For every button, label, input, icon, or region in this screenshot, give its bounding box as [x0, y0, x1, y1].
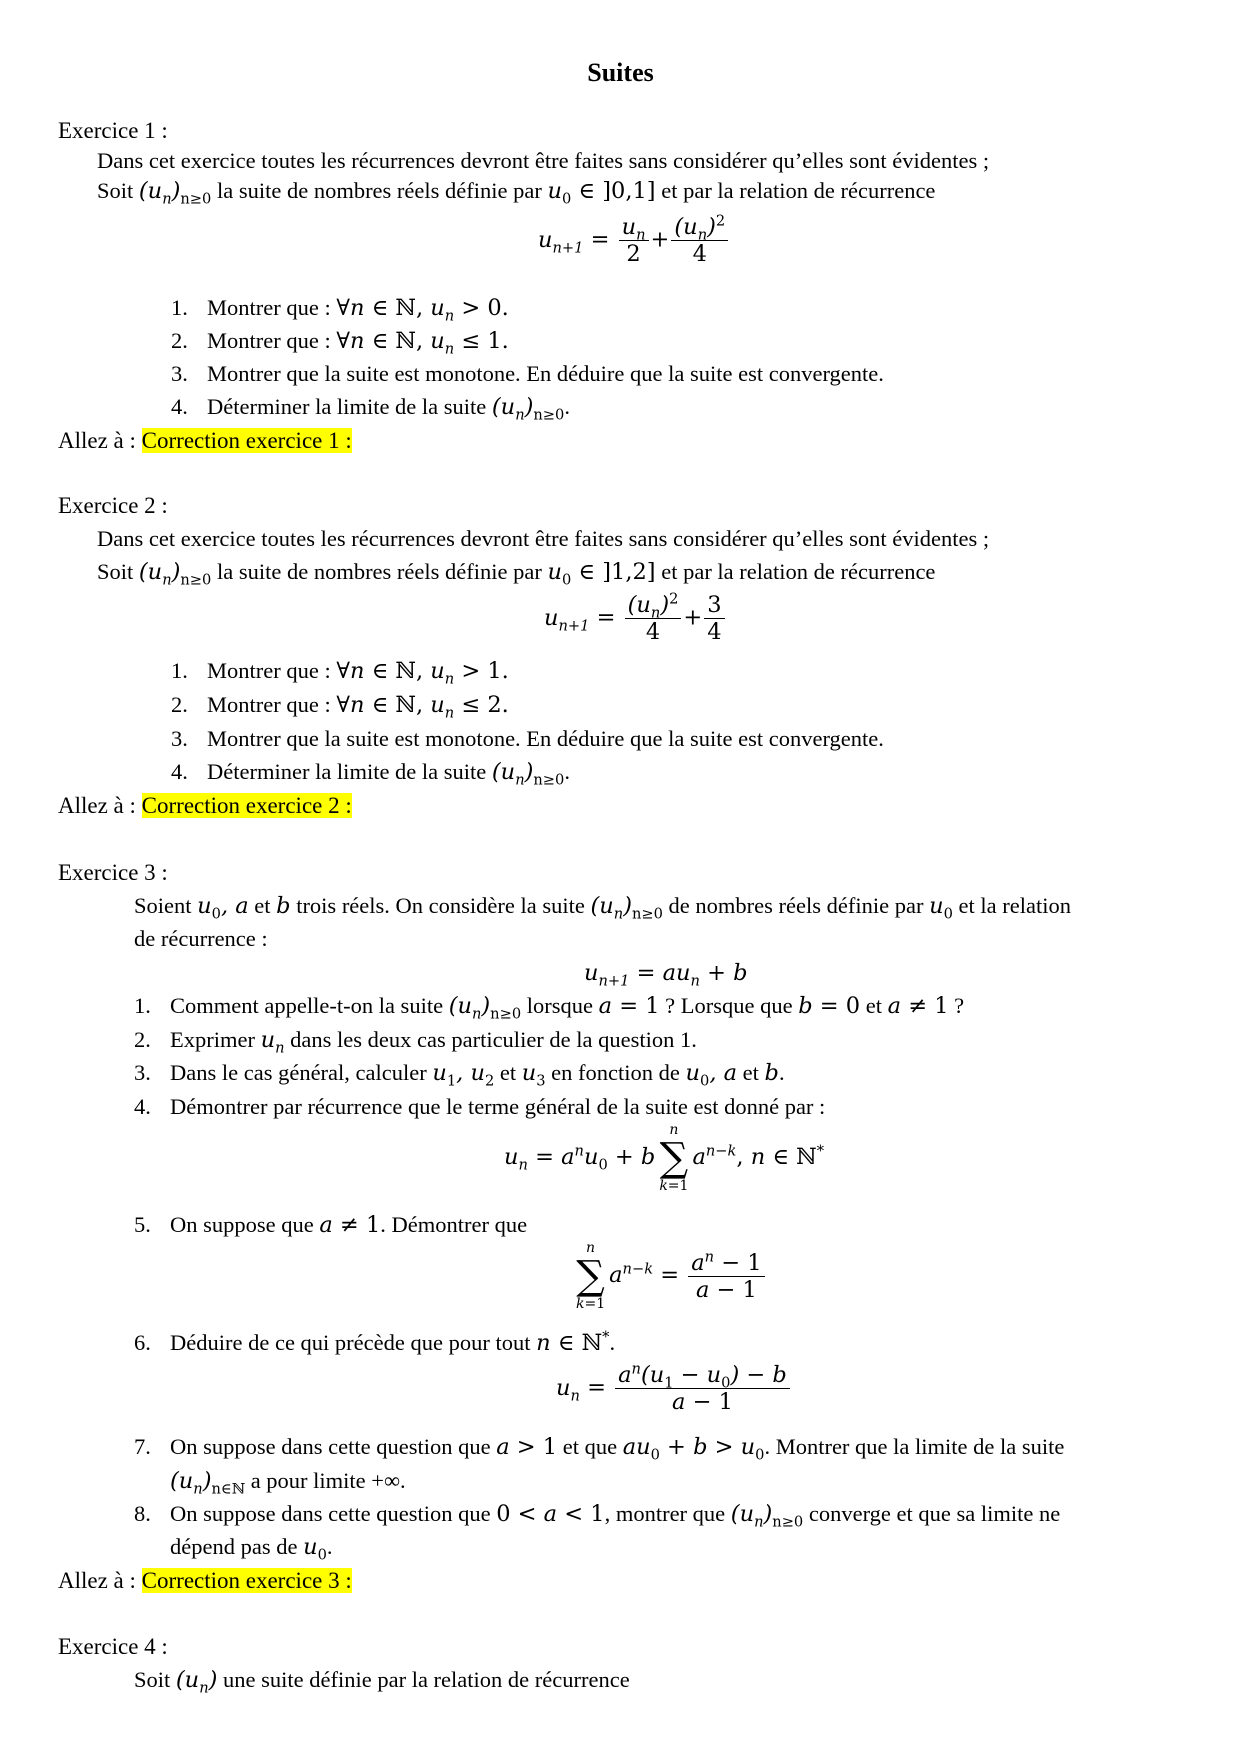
exercise-2-question-4: 4. Déterminer la limite de la suite $(u_n)_{n\ge 0}$.	[171, 759, 570, 789]
exercise-1-title: Exercice 1 :	[58, 118, 168, 143]
exercise-1-question-3: 3. Montrer que la suite est monotone. En déduire que la suite est convergente.	[171, 361, 884, 386]
exercise-3-question-8: 8. On suppose dans cette question que 0 < a < 1, montrer que $(u_n)_{n\ge 0}$ converge et que sa limite ne	[134, 1501, 1061, 1531]
exercise-2-definition: Soit $(u_n)_{n\ge 0}$ la suite de nombres réels définie par $u_0$ ∈ ]1,2] et par la relation de récurrence	[97, 559, 936, 589]
exercise-3-general-term: $u_n = a^nu_0 + b$ n ∑ k=1 $a^{n-k}$, n ∈ ℕ*	[504, 1122, 825, 1194]
exercise-3-sum-identity: n ∑ k=1 $a^{n-k}$ = $\frac{a^n - 1}{a - 1}$	[572, 1240, 767, 1312]
exercise-3-intro: Soient $u_0$, a et b trois réels. On considère la suite $(u_n)_{n\ge 0}$ de nombres réels définie par $u_0$ et la relation	[134, 893, 1071, 923]
exercise-3-question-4: 4. Démontrer par récurrence que le terme général de la suite est donné par :	[134, 1094, 826, 1119]
exercise-3-question-7: 7. On suppose dans cette question que a > 1 et que $au_0 + b > u_0$. Montrer que la limite de la suite	[134, 1434, 1065, 1464]
exercise-2-goto: Allez à : Correction exercice 2 :	[58, 793, 352, 818]
exercise-1-question-4: 4. Déterminer la limite de la suite $(u_n)_{n\ge 0}$.	[171, 394, 570, 424]
exercise-1-intro: Dans cet exercice toutes les récurrences devront être faites sans considérer qu’elles sont évidentes ;	[97, 148, 990, 173]
exercise-2-question-3: 3. Montrer que la suite est monotone. En déduire que la suite est convergente.	[171, 726, 884, 751]
exercise-1-goto: Allez à : Correction exercice 1 :	[58, 428, 352, 453]
exercise-2-question-2: 2. Montrer que : ∀n ∈ ℕ, $u_n \le 2$.	[171, 692, 509, 722]
exercise-3-recurrence: $u_{n+1} = au_n + b$	[584, 960, 748, 990]
exercise-3-question-2: 2. Exprimer $u_n$ dans les deux cas particulier de la question 1.	[134, 1027, 697, 1057]
exercise-2-recurrence: $u_{n+1}$ = $\frac{(u_n)^2}{4}$ + $\frac{3}{4}$	[544, 592, 727, 645]
exercise-3-goto: Allez à : Correction exercice 3 :	[58, 1568, 352, 1593]
exercise-3-question-6: 6. Déduire de ce qui précède que pour tout n ∈ ℕ*.	[134, 1328, 616, 1356]
exercise-3-closed-form: $u_n$ = $\frac{a^n(u_1 - u_0) - b}{a - 1}$	[556, 1362, 792, 1415]
exercise-1-question-1: 1. Montrer que : ∀n ∈ ℕ, $u_n > 0$.	[171, 295, 509, 325]
exercise-1-recurrence: $u_{n+1}$ = $\frac{u_n}{2}$ + $\frac{(u_n)^2}{4}$	[538, 214, 730, 267]
correction-2-link[interactable]: Correction exercice 2 :	[141, 793, 352, 818]
exercise-2-title: Exercice 2 :	[58, 493, 168, 518]
exercise-1-question-2: 2. Montrer que : ∀n ∈ ℕ, $u_n \le 1$.	[171, 328, 509, 358]
exercise-1-definition: Soit $(u_n)_{n\ge 0}$ la suite de nombres réels définie par $u_0$ ∈ ]0,1] et par la relation de récurrence	[97, 178, 936, 208]
exercise-2-intro: Dans cet exercice toutes les récurrences devront être faites sans considérer qu’elles sont évidentes ;	[97, 526, 990, 551]
exercise-4-title: Exercice 4 :	[58, 1634, 168, 1659]
correction-3-link[interactable]: Correction exercice 3 :	[141, 1568, 352, 1593]
exercise-3-question-5: 5. On suppose que a ≠ 1. Démontrer que	[134, 1212, 528, 1238]
exercise-2-question-1: 1. Montrer que : ∀n ∈ ℕ, $u_n > 1$.	[171, 658, 509, 688]
page-title: Suites	[587, 58, 654, 87]
exercise-3-question-3: 3. Dans le cas général, calculer $u_1$, $u_2$ et $u_3$ en fonction de $u_0$, a et b.	[134, 1060, 785, 1090]
exercise-3-question-1: 1. Comment appelle-t-on la suite $(u_n)_{n\ge 0}$ lorsque a = 1 ? Lorsque que b = 0 et a ≠ 1 ?	[134, 993, 965, 1023]
exercise-3-intro-line-2: de récurrence :	[134, 926, 268, 951]
exercise-3-title: Exercice 3 :	[58, 860, 168, 885]
correction-1-link[interactable]: Correction exercice 1 :	[141, 428, 352, 453]
exercise-4-definition: Soit $(u_n)$ une suite définie par la relation de récurrence	[134, 1667, 630, 1697]
exercise-3-question-7-line-2: $(u_n)_{n\in ℕ}$ a pour limite +∞.	[170, 1468, 406, 1498]
exercise-3-question-8-line-2: dépend pas de $u_0$.	[170, 1534, 333, 1564]
